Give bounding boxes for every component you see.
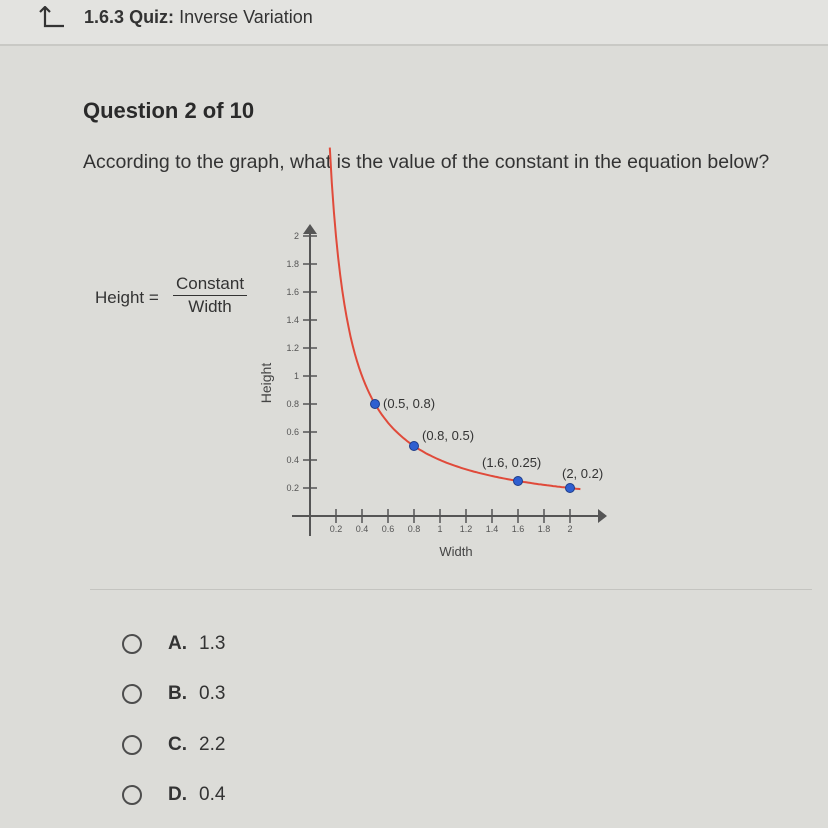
data-point-label: (2, 0.2)	[562, 466, 604, 481]
data-point	[566, 484, 575, 493]
quiz-kind: Quiz:	[129, 7, 175, 27]
quiz-code: 1.6.3	[84, 7, 125, 27]
y-tick-label: 0.8	[286, 399, 299, 409]
y-tick-label: 1.8	[286, 259, 299, 269]
y-tick-label: 1	[293, 371, 299, 381]
data-point-label: (0.5, 0.8)	[383, 396, 436, 411]
x-tick-label: 0.6	[381, 524, 395, 534]
x-tick-label: 1.4	[485, 524, 499, 534]
choice-value: 2.2	[199, 734, 226, 755]
y-tick-label: 2	[293, 231, 299, 241]
x-tick-label: 1.2	[459, 524, 473, 534]
y-axis-arrow	[303, 224, 317, 234]
choice-value: 0.3	[199, 683, 226, 704]
equation-lhs: Height =	[95, 288, 159, 307]
x-tick-label: 0.2	[329, 524, 343, 534]
choice-b[interactable]	[122, 682, 422, 712]
choice-d[interactable]	[122, 783, 422, 813]
data-point-label: (1.6, 0.25)	[482, 455, 542, 470]
radio-button[interactable]	[122, 634, 142, 654]
choice-letter: C.	[168, 734, 187, 755]
choice-c[interactable]	[122, 733, 422, 763]
x-tick-label: 1.8	[537, 524, 551, 534]
choice-value: 1.3	[199, 633, 226, 654]
choice-value: 0.4	[199, 784, 226, 805]
y-tick-label: 0.2	[286, 483, 299, 493]
x-tick-label: 0.8	[407, 524, 421, 534]
radio-button[interactable]	[122, 735, 142, 755]
x-tick-label: 0.4	[355, 524, 369, 534]
data-point	[371, 400, 380, 409]
choice-a[interactable]	[122, 632, 422, 662]
x-tick-label: 1	[437, 524, 443, 534]
data-point	[410, 442, 419, 451]
y-axis-label: Height	[258, 362, 274, 404]
data-point	[514, 477, 523, 486]
radio-button[interactable]	[122, 684, 142, 704]
data-point-label: (0.8, 0.5)	[422, 428, 475, 443]
y-tick-label: 1.2	[286, 343, 299, 353]
y-tick-label: 0.4	[286, 455, 299, 465]
quiz-name: Inverse Variation	[179, 7, 313, 27]
x-tick-label: 1.6	[511, 524, 525, 534]
divider	[90, 589, 812, 590]
y-tick-label: 1.6	[286, 287, 299, 297]
equation-denominator: Width	[188, 297, 232, 316]
choice-letter: B.	[168, 683, 187, 704]
y-tick-label: 0.6	[286, 427, 299, 437]
question-prompt: According to the graph, what is the value of the constant in the equation below?	[83, 151, 770, 173]
question-title: Question 2 of 10	[83, 98, 255, 123]
x-tick-label: 2	[567, 524, 573, 534]
radio-button[interactable]	[122, 785, 142, 805]
choice-letter: A.	[168, 633, 187, 654]
y-tick-label: 1.4	[286, 315, 299, 325]
x-axis-label: Width	[439, 544, 473, 559]
equation-numerator: Constant	[173, 274, 247, 296]
choice-letter: D.	[168, 784, 187, 805]
x-axis-arrow	[598, 509, 607, 523]
